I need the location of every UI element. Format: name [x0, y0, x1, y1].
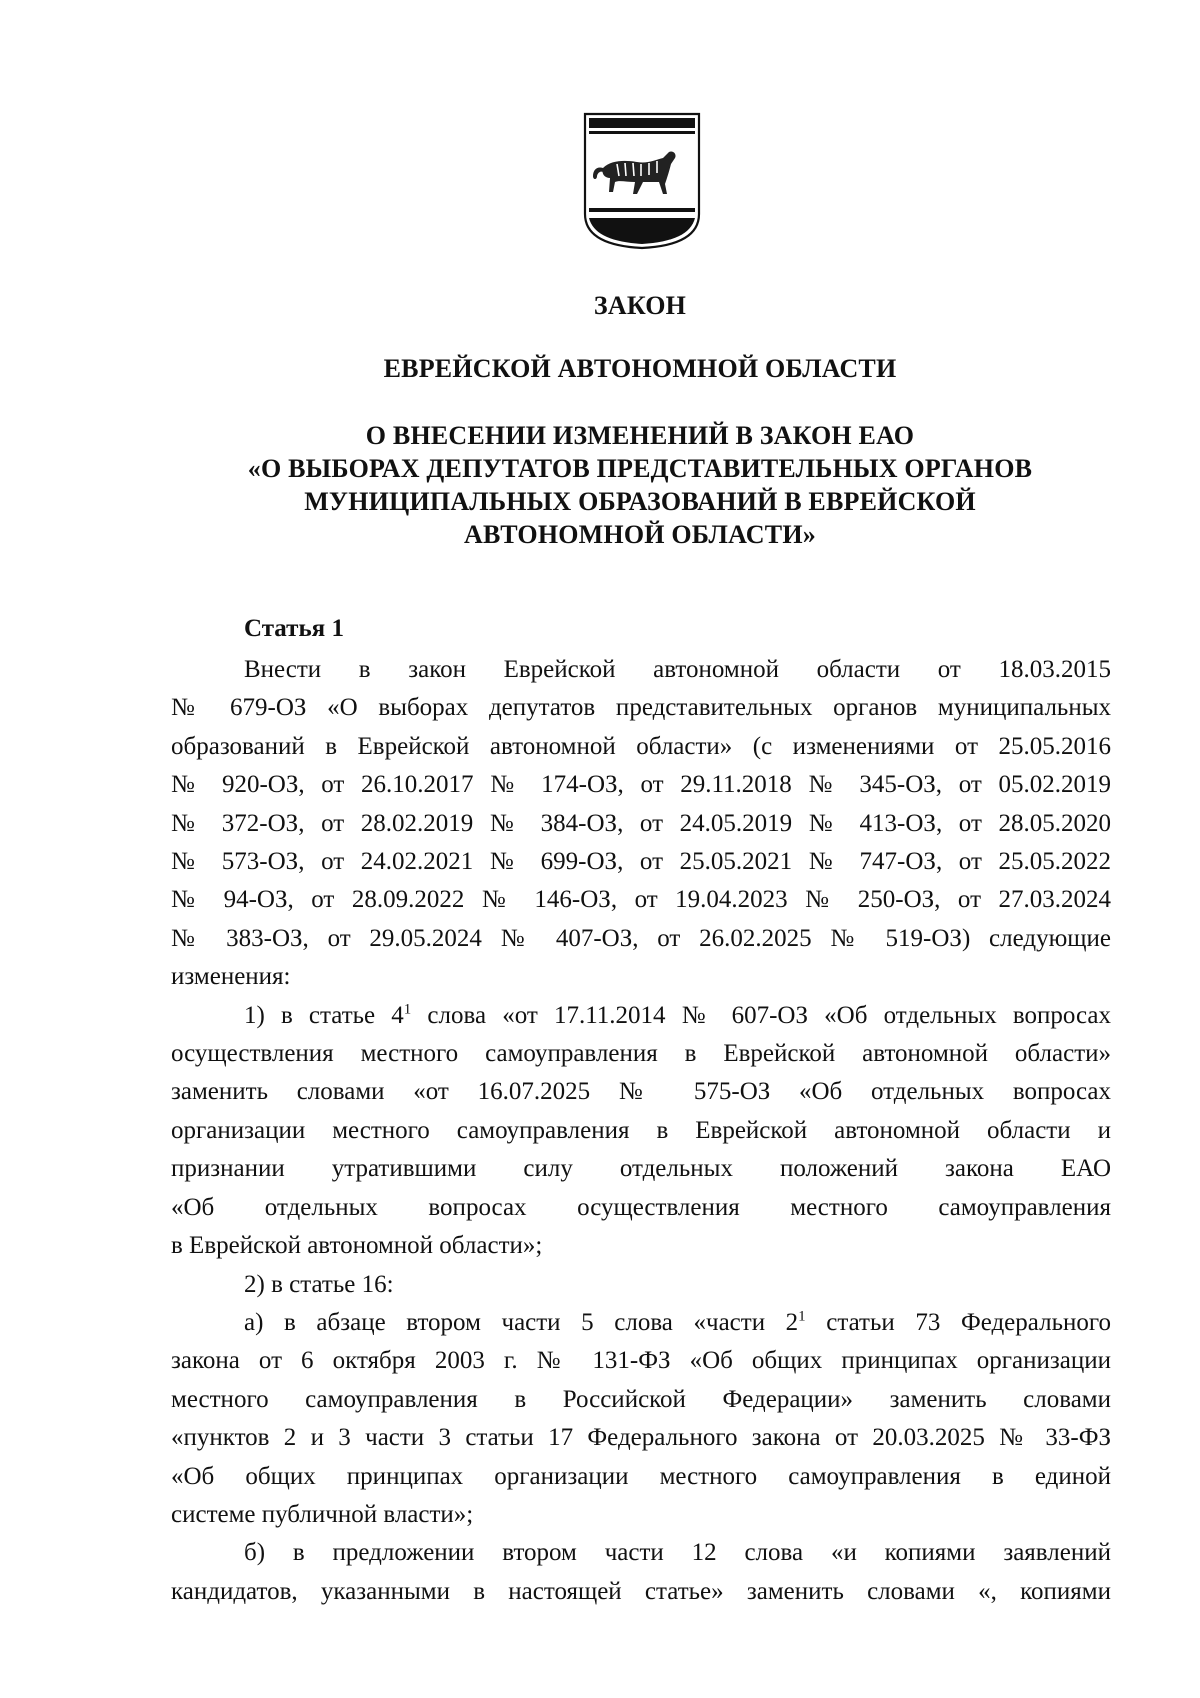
body-line: «Об общих принципах организации местного самоуправления в единой [171, 1462, 1111, 1490]
superscript: 1 [798, 1308, 806, 1325]
body-line: в Еврейской автономной области»; [171, 1232, 543, 1260]
subject-line: «О ВЫБОРАХ ДЕПУТАТОВ ПРЕДСТАВИТЕЛЬНЫХ ОРГАНОВ [247, 454, 1033, 483]
line-part: а) в абзаце втором части 5 слова «части 2 [244, 1308, 799, 1336]
subject-line: МУНИЦИПАЛЬНЫХ ОБРАЗОВАНИЙ В ЕВРЕЙСКОЙ [304, 487, 976, 516]
body-line: изменения: [171, 963, 291, 991]
body-line: № 920-ОЗ, от 26.10.2017 № 174-ОЗ, от 29.11.2018 № 345-ОЗ, от 05.02.2019 [171, 771, 1111, 799]
region-heading: ЕВРЕЙСКОЙ АВТОНОМНОЙ ОБЛАСТИ [383, 354, 897, 383]
body-line: № 372-ОЗ, от 28.02.2019 № 384-ОЗ, от 24.05.2019 № 413-ОЗ, от 28.05.2020 [171, 809, 1111, 837]
body-line: организации местного самоуправления в Еврейской автономной области и [171, 1116, 1111, 1144]
body-line: Внести в закон Еврейской автономной области от 18.03.2015 [244, 656, 1111, 683]
line-part: 1) в статье 4 [244, 1001, 404, 1029]
article-title: Статья 1 [244, 615, 344, 642]
body-line: местного самоуправления в Российской Федерации» заменить словами [171, 1385, 1111, 1413]
body-line: 2) в статье 16: [244, 1270, 394, 1298]
body-line: № 383-ОЗ, от 29.05.2024 № 407-ОЗ, от 26.02.2025 № 519-ОЗ) следующие [171, 924, 1111, 952]
body-line: «пунктов 2 и 3 части 3 статьи 17 Федерального закона от 20.03.2025 № 33-ФЗ [171, 1424, 1111, 1452]
body-line: осуществления местного самоуправления в Еврейской автономной области» [171, 1040, 1111, 1068]
body-line: № 94-ОЗ, от 28.09.2022 № 146-ОЗ, от 19.04.2023 № 250-ОЗ, от 27.03.2024 [171, 886, 1111, 914]
law-subject-heading [170, 419, 1110, 551]
line-part: статьи 73 Федерального [805, 1308, 1111, 1336]
body-line: кандидатов, указанными в настоящей статье» заменить словами «, копиями [171, 1577, 1111, 1605]
body-line: признании утратившими силу отдельных положений закона ЕАО [171, 1155, 1111, 1183]
body-line: «Об отдельных вопросах осуществления местного самоуправления [171, 1193, 1111, 1221]
body-line: образований в Еврейской автономной области» (с изменениями от 25.05.2016 [171, 732, 1111, 760]
body-line: системе публичной власти»; [171, 1500, 474, 1528]
law-heading: ЗАКОН [593, 291, 687, 320]
subject-line: АВТОНОМНОЙ ОБЛАСТИ» [464, 520, 816, 549]
body-line: б) в предложении втором части 12 слова «и копиями заявлений [244, 1539, 1111, 1567]
body-line: № 679-ОЗ «О выборах депутатов представительных органов муниципальных [171, 694, 1111, 722]
subject-line: О ВНЕСЕНИИ ИЗМЕНЕНИЙ В ЗАКОН ЕАО [365, 421, 915, 450]
body-line: закона от 6 октября 2003 г. № 131-ФЗ «Об общих принципах организации [171, 1347, 1111, 1375]
body-line [171, 997, 1111, 1035]
article-body [171, 651, 1111, 1611]
coat-of-arms-emblem [581, 110, 703, 252]
body-line: № 573-ОЗ, от 24.02.2021 № 699-ОЗ, от 25.05.2021 № 747-ОЗ, от 25.05.2022 [171, 848, 1111, 876]
line-part: слова «от 17.11.2014 № 607-ОЗ «Об отдельных вопросах [411, 1001, 1111, 1029]
body-line [171, 1304, 1111, 1342]
superscript: 1 [403, 1001, 412, 1018]
body-line: заменить словами «от 16.07.2025 № 575-ОЗ «Об отдельных вопросах [171, 1078, 1111, 1106]
